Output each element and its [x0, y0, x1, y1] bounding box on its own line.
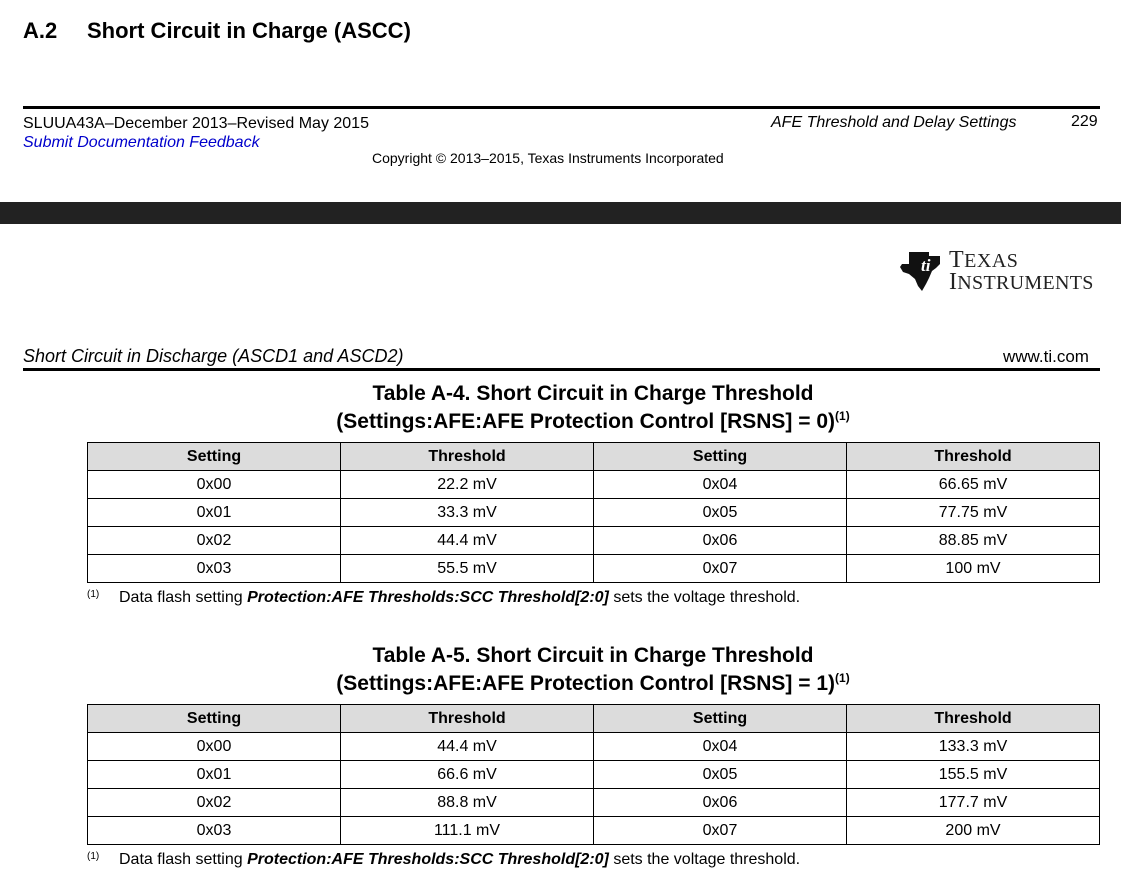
ti-state-icon — [899, 250, 943, 294]
column-header: Setting — [594, 705, 847, 733]
table-cell: 177.7 mV — [847, 789, 1100, 817]
table-cell: 155.5 mV — [847, 761, 1100, 789]
table-row — [88, 733, 1100, 761]
footer-rule — [23, 106, 1100, 109]
column-header: Threshold — [341, 705, 594, 733]
table-caption-line1: Table A-4. Short Circuit in Charge Threshold — [372, 382, 814, 405]
column-header: Setting — [88, 705, 341, 733]
table-cell: 66.65 mV — [847, 471, 1100, 499]
running-header-title: Short Circuit in Discharge (ASCD1 and ASCD2) — [23, 346, 404, 366]
table-row — [88, 817, 1100, 845]
table-caption-line1: Table A-5. Short Circuit in Charge Threshold — [372, 644, 814, 667]
table-cell: 0x00 — [88, 733, 341, 761]
table-row — [88, 499, 1100, 527]
table-cell: 133.3 mV — [847, 733, 1100, 761]
section-heading — [23, 18, 411, 44]
table-caption-text: (Settings:AFE:AFE Protection Control [RSNS] = 1) — [336, 672, 836, 695]
table-row — [88, 527, 1100, 555]
table-cell: 0x07 — [594, 817, 847, 845]
table-cell: 111.1 mV — [341, 817, 594, 845]
table-cell: 88.85 mV — [847, 527, 1100, 555]
caption-footnote-ref: (1) — [835, 671, 850, 685]
table-cell: 200 mV — [847, 817, 1100, 845]
table-a5-footnote — [87, 851, 800, 869]
table-cell: 33.3 mV — [341, 499, 594, 527]
column-header: Threshold — [847, 705, 1100, 733]
table-row — [88, 555, 1100, 583]
table-row — [88, 471, 1100, 499]
footer-chapter-title: AFE Threshold and Delay Settings — [771, 114, 1017, 131]
texas-instruments-logo — [899, 247, 1094, 295]
footnote-mark: (1) — [87, 851, 100, 862]
logo-wordmark — [949, 247, 1094, 295]
table-a4 — [87, 442, 1100, 583]
doc-id: SLUUA43A–December 2013–Revised May 2015 — [23, 115, 369, 132]
table-caption-line2 — [0, 405, 1121, 433]
submit-feedback-link[interactable]: Submit Documentation Feedback — [23, 134, 260, 151]
running-header-url: www.ti.com — [1003, 347, 1089, 366]
table-cell: 0x05 — [594, 499, 847, 527]
table-cell: 0x02 — [88, 527, 341, 555]
table-cell: 55.5 mV — [341, 555, 594, 583]
table-header-row — [88, 705, 1100, 733]
table-cell: 0x00 — [88, 471, 341, 499]
table-cell: 0x02 — [88, 789, 341, 817]
table-cell: 0x06 — [594, 527, 847, 555]
table-cell: 0x07 — [594, 555, 847, 583]
table-caption-line2 — [0, 667, 1121, 695]
table-cell: 100 mV — [847, 555, 1100, 583]
table-caption-text: (Settings:AFE:AFE Protection Control [RSNS] = 0) — [336, 410, 836, 433]
table-a5 — [87, 704, 1100, 845]
column-header: Setting — [594, 443, 847, 471]
table-cell: 77.75 mV — [847, 499, 1100, 527]
logo-word-texas-initial: T — [949, 247, 965, 273]
table-cell: 0x01 — [88, 761, 341, 789]
page-number: 229 — [1071, 113, 1098, 130]
table-row — [88, 789, 1100, 817]
copyright-notice: Copyright © 2013–2015, Texas Instruments Incorporated — [372, 150, 724, 166]
footnote-suffix: sets the voltage threshold. — [608, 589, 801, 606]
header-rule — [23, 368, 1100, 371]
table-cell: 44.4 mV — [341, 527, 594, 555]
table-cell: 0x03 — [88, 817, 341, 845]
footnote-prefix: Data flash setting — [119, 851, 248, 868]
logo-word-instruments: NSTRUMENTS — [957, 272, 1094, 294]
table-cell: 0x06 — [594, 789, 847, 817]
table-cell: 88.8 mV — [341, 789, 594, 817]
footnote-mark: (1) — [87, 589, 100, 600]
page-separator — [0, 202, 1121, 224]
footnote-setting-name: Protection:AFE Thresholds:SCC Threshold[2:0] — [247, 589, 609, 606]
column-header: Threshold — [341, 443, 594, 471]
table-cell: 0x03 — [88, 555, 341, 583]
section-title: Short Circuit in Charge (ASCC) — [87, 18, 411, 43]
logo-word-texas: EXAS — [964, 250, 1019, 272]
table-row — [88, 761, 1100, 789]
column-header: Setting — [88, 443, 341, 471]
logo-word-instruments-initial: I — [949, 269, 958, 295]
table-a4-footnote — [87, 589, 800, 607]
table-a4-caption — [0, 383, 1121, 433]
svg-text:ti: ti — [921, 256, 931, 275]
footnote-suffix: sets the voltage threshold. — [608, 851, 801, 868]
table-cell: 0x04 — [594, 471, 847, 499]
table-header-row — [88, 443, 1100, 471]
caption-footnote-ref: (1) — [835, 409, 850, 423]
table-cell: 0x01 — [88, 499, 341, 527]
table-cell: 0x04 — [594, 733, 847, 761]
table-a5-caption — [0, 645, 1121, 695]
column-header: Threshold — [847, 443, 1100, 471]
table-cell: 22.2 mV — [341, 471, 594, 499]
section-number: A.2 — [23, 18, 58, 43]
footnote-setting-name: Protection:AFE Thresholds:SCC Threshold[2:0] — [247, 851, 609, 868]
footnote-prefix: Data flash setting — [119, 589, 248, 606]
table-cell: 0x05 — [594, 761, 847, 789]
table-cell: 66.6 mV — [341, 761, 594, 789]
page-footer-left — [23, 114, 369, 152]
table-cell: 44.4 mV — [341, 733, 594, 761]
